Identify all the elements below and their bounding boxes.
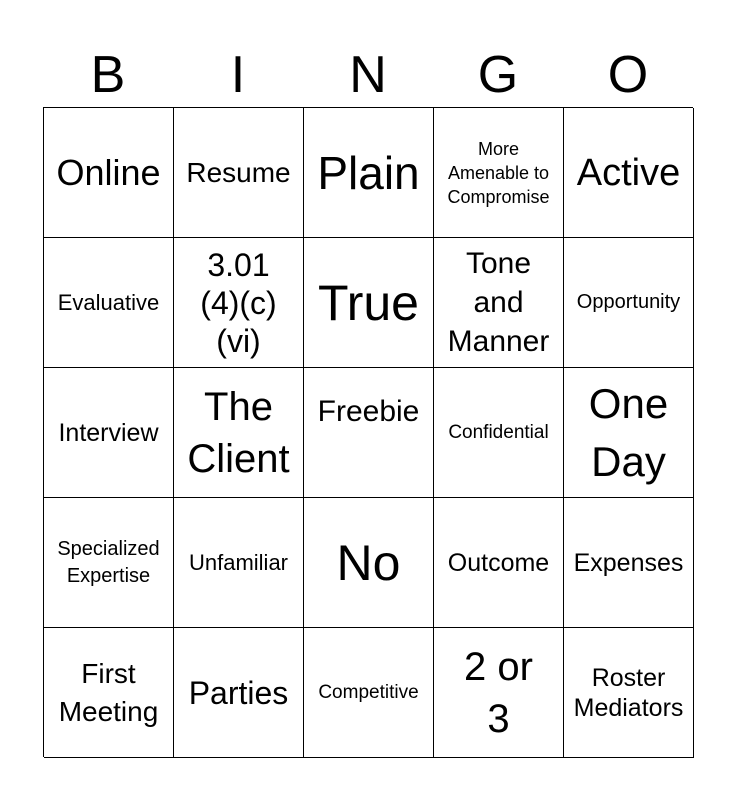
- bingo-cell-r1-c4[interactable]: [434, 108, 564, 238]
- cell-text: One Day: [588, 379, 669, 485]
- bingo-cell-r1-c1[interactable]: [44, 108, 174, 238]
- bingo-cell-r5-c1[interactable]: [44, 628, 174, 758]
- cell-text: 3.01(4)(c)(vi): [200, 246, 277, 359]
- bingo-cell-r5-c5[interactable]: [564, 628, 694, 758]
- cell-text: Online: [56, 151, 161, 193]
- bingo-cell-r2-c5[interactable]: [564, 238, 694, 368]
- bingo-cell-r1-c5[interactable]: [564, 108, 694, 238]
- bingo-cell-r4-c5[interactable]: [564, 498, 694, 628]
- cell-text: Roster Mediators: [573, 663, 684, 722]
- bingo-cell-r1-c3[interactable]: [304, 108, 434, 238]
- bingo-cell-r5-c3[interactable]: [304, 628, 434, 758]
- header-letter-i: I: [230, 46, 246, 104]
- bingo-cell-r3-c1[interactable]: [44, 368, 174, 498]
- bingo-board: [43, 107, 693, 757]
- header-letter-o: O: [607, 46, 649, 104]
- cell-text: Confidential: [448, 421, 549, 443]
- cell-text: True: [318, 274, 419, 331]
- bingo-cell-r4-c2[interactable]: [174, 498, 304, 628]
- bingo-cell-r1-c2[interactable]: [174, 108, 304, 238]
- cell-text: Expenses: [573, 548, 684, 577]
- header-letter-g: G: [477, 46, 519, 104]
- bingo-cell-r3-c3[interactable]: [304, 368, 434, 498]
- cell-text: Parties: [188, 674, 289, 711]
- header-letter-b: B: [90, 46, 126, 104]
- cell-text: Evaluative: [57, 289, 160, 315]
- bingo-cell-r4-c4[interactable]: [434, 498, 564, 628]
- bingo-cell-r5-c4[interactable]: [434, 628, 564, 758]
- cell-text: Outcome: [447, 548, 550, 577]
- bingo-cell-r5-c2[interactable]: [174, 628, 304, 758]
- cell-text: 2 or 3: [464, 644, 533, 741]
- bingo-cell-r3-c4[interactable]: [434, 368, 564, 498]
- cell-text: Active: [576, 151, 681, 194]
- cell-text: Interview: [58, 418, 159, 447]
- cell-text: Resume: [186, 156, 291, 188]
- cell-text: No: [336, 534, 401, 591]
- cell-text: First Meeting: [58, 657, 159, 727]
- cell-text: Competitive: [318, 681, 419, 703]
- bingo-header: [43, 44, 693, 106]
- cell-text: More Amenable to Compromise: [447, 138, 550, 207]
- cell-text: Specialized Expertise: [57, 537, 160, 587]
- bingo-cell-r2-c3[interactable]: [304, 238, 434, 368]
- bingo-cell-r2-c4[interactable]: [434, 238, 564, 368]
- bingo-cell-r2-c2[interactable]: [174, 238, 304, 368]
- cell-text: Tone and Manner: [447, 247, 550, 358]
- header-letter-n: N: [349, 46, 387, 104]
- bingo-cell-r4-c1[interactable]: [44, 498, 174, 628]
- cell-text: Unfamiliar: [188, 549, 289, 575]
- bingo-cell-r2-c1[interactable]: [44, 238, 174, 368]
- cell-text: The Client: [187, 384, 290, 481]
- cell-text: Freebie: [317, 395, 420, 428]
- cell-text: Plain: [317, 146, 420, 199]
- cell-text: Opportunity: [576, 291, 681, 313]
- bingo-cell-r3-c5[interactable]: [564, 368, 694, 498]
- bingo-cell-r3-c2[interactable]: [174, 368, 304, 498]
- bingo-cell-r4-c3[interactable]: [304, 498, 434, 628]
